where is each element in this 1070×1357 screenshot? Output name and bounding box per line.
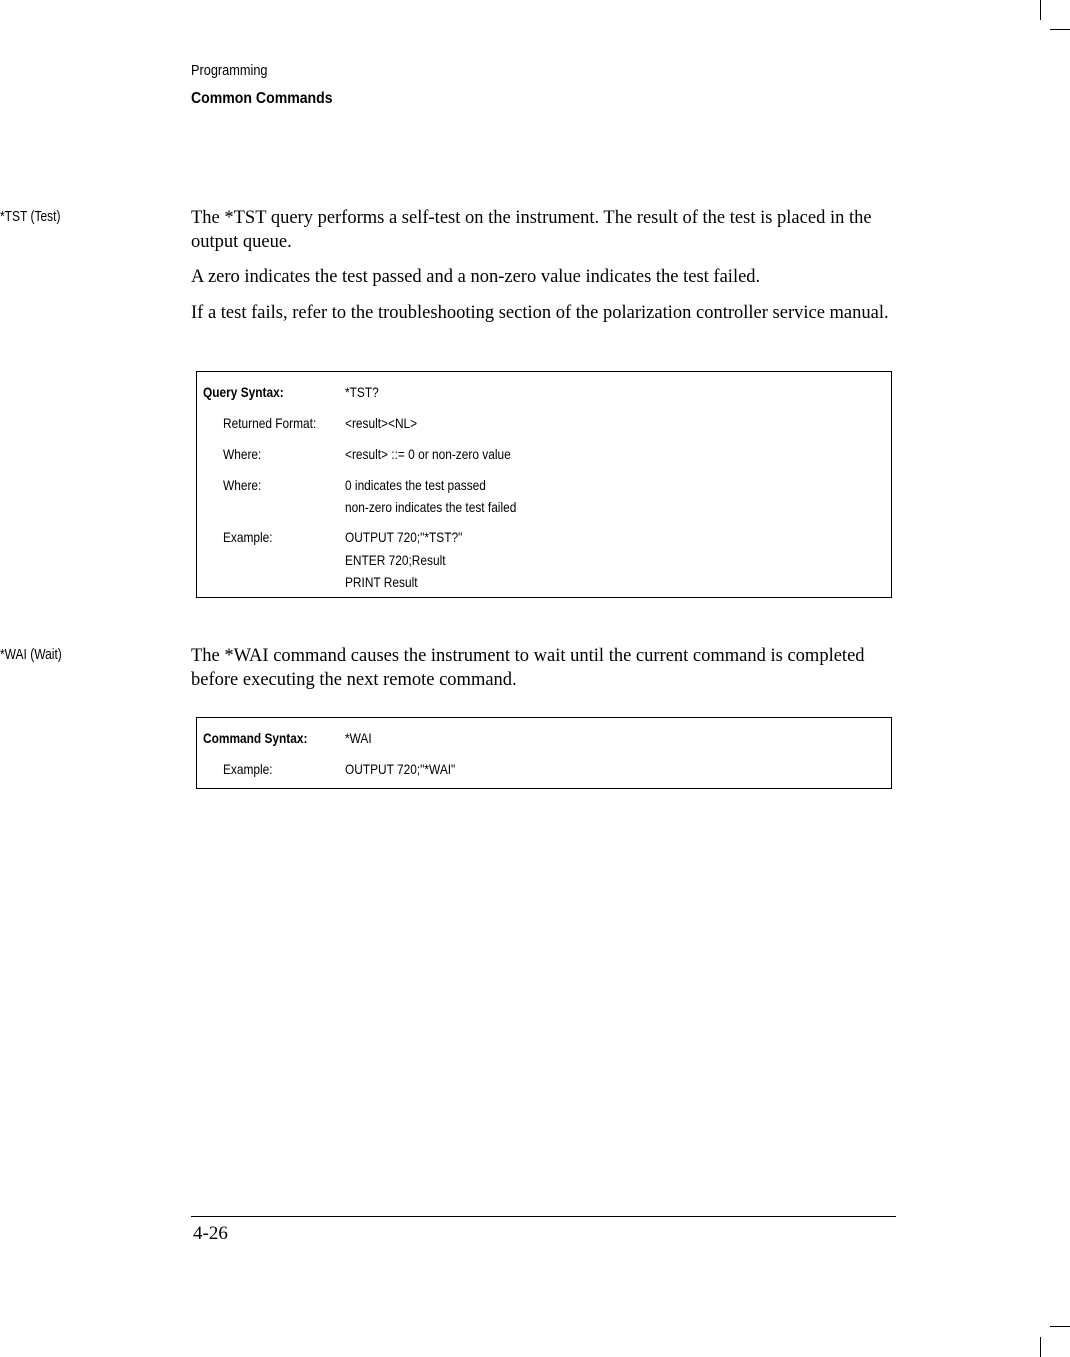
command-syntax-label: Command Syntax: bbox=[203, 730, 308, 746]
tst-margin-label: *TST (Test) bbox=[0, 208, 61, 225]
where-label-1: Where: bbox=[223, 446, 262, 462]
wai-example-label: Example: bbox=[223, 761, 273, 777]
where-value-2-line-1: 0 indicates the test passed bbox=[345, 477, 486, 493]
running-header-section: Programming bbox=[191, 62, 268, 79]
running-header-title: Common Commands bbox=[191, 90, 333, 107]
footer-rule bbox=[191, 1216, 896, 1217]
tst-syntax-box bbox=[196, 371, 892, 598]
wai-paragraph: The *WAI command causes the instrument to wait until the current command is completed before executing the next remote command. bbox=[191, 646, 865, 690]
tst-paragraph-1: The *TST query performs a self-test on the instrument. The result of the test is placed in the output queue. bbox=[191, 208, 872, 252]
tst-paragraph-3: If a test fails, refer to the troubleshooting section of the polarization controller service manual. bbox=[191, 303, 889, 323]
example-label: Example: bbox=[223, 529, 273, 545]
example-line-3: PRINT Result bbox=[345, 574, 418, 590]
query-syntax-label: Query Syntax: bbox=[203, 384, 284, 400]
example-line-1: OUTPUT 720;"*TST?" bbox=[345, 529, 463, 545]
where-value-1: <result> ::= 0 or non-zero value bbox=[345, 446, 511, 462]
tst-paragraph-2: A zero indicates the test passed and a non-zero value indicates the test failed. bbox=[191, 267, 761, 287]
returned-format-label: Returned Format: bbox=[223, 415, 317, 431]
crop-mark-bottom-horizontal bbox=[1050, 1326, 1070, 1327]
crop-mark-top-horizontal bbox=[1050, 29, 1070, 30]
wai-margin-label: *WAI (Wait) bbox=[0, 646, 62, 663]
query-syntax-value: *TST? bbox=[345, 384, 379, 400]
where-label-2: Where: bbox=[223, 477, 262, 493]
crop-mark-bottom-vertical bbox=[1040, 1337, 1041, 1357]
wai-syntax-box bbox=[196, 717, 892, 789]
wai-example-value: OUTPUT 720;"*WAI" bbox=[345, 761, 456, 777]
example-line-2: ENTER 720;Result bbox=[345, 552, 446, 568]
page-number: 4-26 bbox=[193, 1223, 228, 1244]
returned-format-value: <result><NL> bbox=[345, 415, 418, 431]
where-value-2-line-2: non-zero indicates the test failed bbox=[345, 499, 517, 515]
command-syntax-value: *WAI bbox=[345, 730, 372, 746]
crop-mark-top-vertical bbox=[1040, 0, 1041, 20]
